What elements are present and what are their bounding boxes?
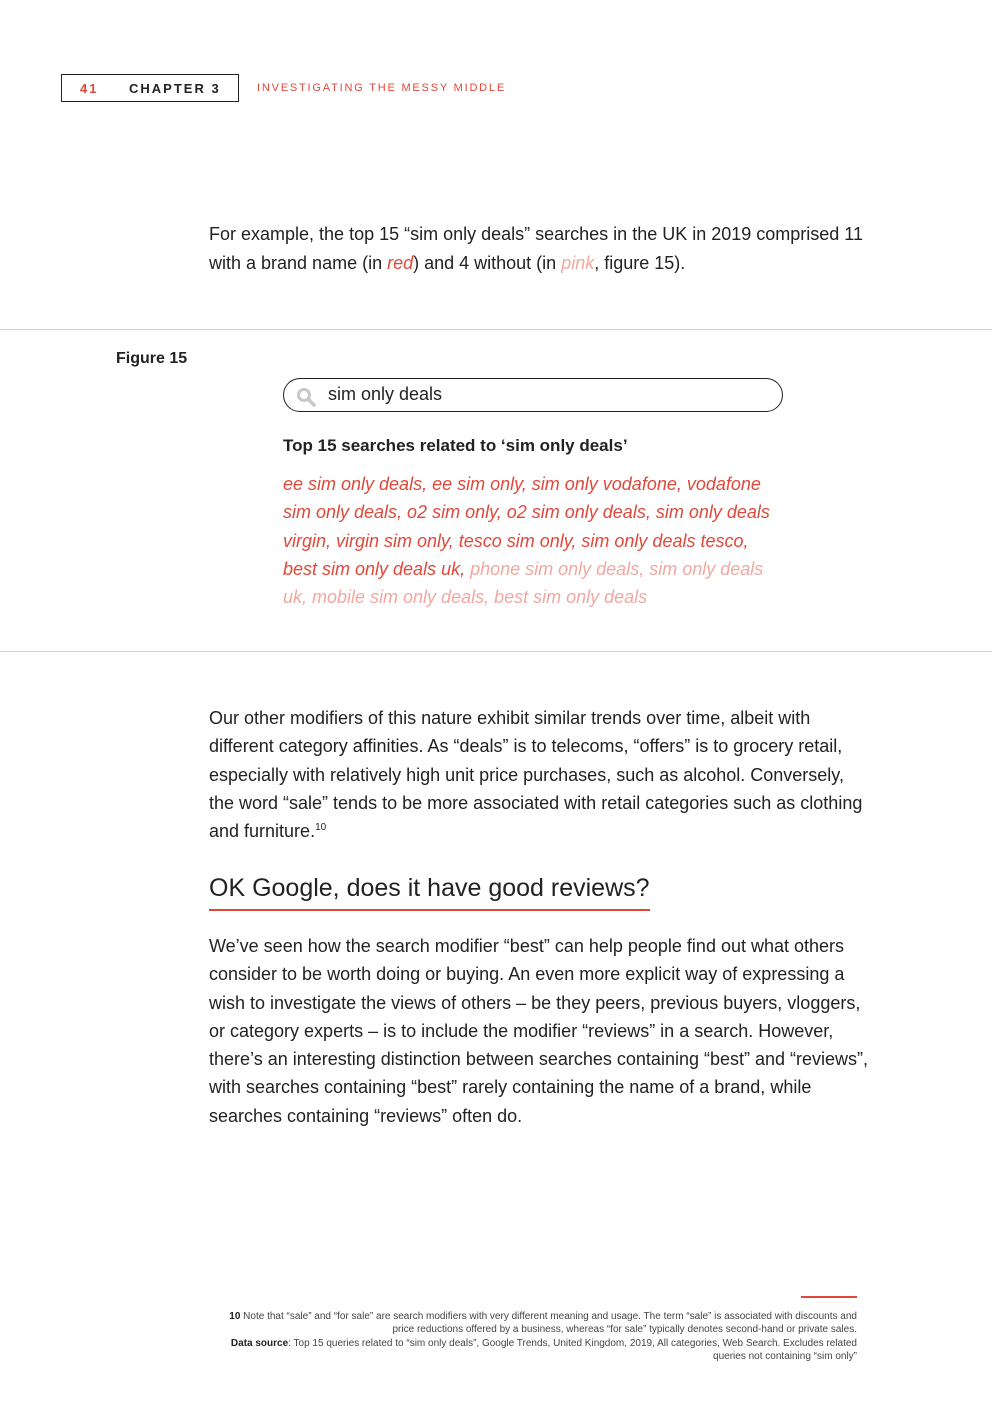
footnote-number: 10 xyxy=(229,1311,241,1322)
section-heading: OK Google, does it have good reviews? xyxy=(209,874,650,911)
body-paragraph-1 xyxy=(209,704,869,845)
data-source-text: : Top 15 queries related to “sim only deals”, Google Trends, United Kingdom, 2019, All categories, Web Search. Excludes related queries not containing “sim only” xyxy=(288,1337,857,1362)
chapter-header-box xyxy=(61,74,239,102)
page-number: 41 xyxy=(80,81,99,96)
body-paragraph-1-text: Our other modifiers of this nature exhibit similar trends over time, albeit with different category affinities. As “deals” is to telecoms, “offers” is to grocery retail, especially with relatively high unit price purchases, such as alcohol. Conversely, the word “sale” tends to be more associated with retail categories such as clothing and furniture. xyxy=(209,708,863,842)
body-paragraph-2: We’ve seen how the search modifier “best” can help people find out what others consider to be worth doing or buying. An even more explicit way of expressing a wish to investigate the views of others – be they peers, previous buyers, vloggers, or category experts – is to include the modifier “reviews” in a search. However, there’s an interesting distinction between searches containing “best” and “reviews”, with searches containing “best” rarely containing the name of a brand, while searches containing “reviews” often do. xyxy=(209,936,869,1126)
footnote-10 xyxy=(215,1310,857,1337)
intro-text-2: ) and 4 without (in xyxy=(413,252,562,273)
search-icon xyxy=(296,387,316,407)
intro-paragraph xyxy=(209,220,869,277)
intro-text-1: For example, the top 15 “sim only deals” searches in the UK in 2019 comprised 11 with a brand name (in xyxy=(209,224,863,273)
chapter-label: CHAPTER 3 xyxy=(129,81,221,96)
unbranded-searches: phone sim only deals, sim only deals uk, mobile sim only deals, best sim only deals xyxy=(283,558,764,608)
footnote-text: Note that “sale” and “for sale” are search modifiers with very different meaning and usage. The term “sale” is associated with discounts and price reductions offered by a business, whereas “for sale” typically denotes second-hand or private sales. xyxy=(240,1311,857,1336)
branded-searches: ee sim only deals, ee sim only, sim only vodafone, vodafone sim only deals, o2 sim only, o2 sim only deals, sim only deals virgin, virgin sim only, tesco sim only, sim only deals tesco, best sim only deals uk, xyxy=(283,474,770,579)
section-title: INVESTIGATING THE MESSY MIDDLE xyxy=(257,82,506,94)
intro-pink-word: pink xyxy=(561,252,595,273)
footnote-ref: 10 xyxy=(315,822,327,834)
data-source-label: Data source xyxy=(230,1337,289,1349)
figure-label: Figure 15 xyxy=(116,350,188,367)
search-query-text[interactable]: sim only deals xyxy=(328,384,443,404)
figure-bottom-divider xyxy=(0,651,992,652)
intro-red-word: red xyxy=(387,252,414,273)
footnote-divider xyxy=(801,1296,857,1298)
related-searches-list xyxy=(283,470,783,611)
related-searches-title: Top 15 searches related to ‘sim only deals’ xyxy=(283,436,628,455)
figure-top-divider xyxy=(0,329,992,330)
search-bar[interactable] xyxy=(283,378,783,412)
data-source-note xyxy=(215,1337,857,1364)
footnotes xyxy=(215,1310,857,1363)
intro-text-3: , figure 15). xyxy=(594,252,686,273)
